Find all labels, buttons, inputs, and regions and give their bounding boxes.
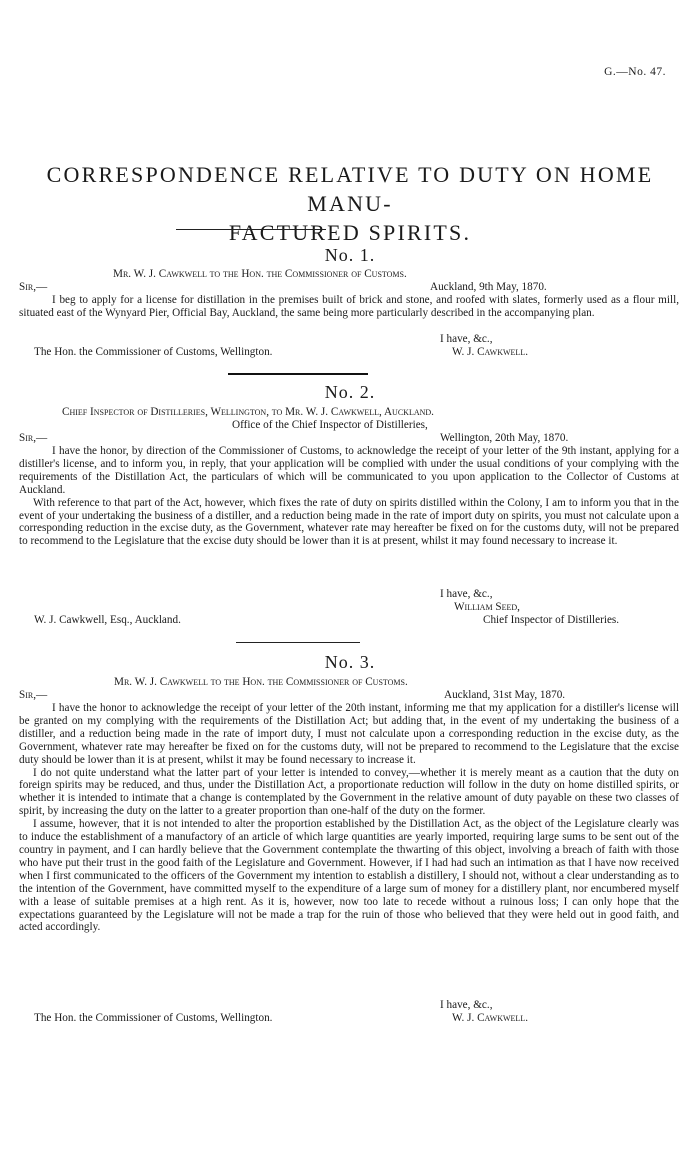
letter-3-paragraph-2: I do not quite understand what the latter part of your letter is intended to convey,—whether it is merely meant as a caution that the duty on foreign spirits may be reduced, and thus, under the Distillation Act, a proportionate reduction will follow in the duty on home distilled spirits, or whether it is intended to intimate that a change is contemplated by the Government in the relative amount of duty payable on these two classes of spirit, by increasing the duty on the latter to a greater proportion than one-half of the duty on the former.: [19, 766, 679, 818]
letter-2-from-to: Chief Inspector of Distilleries, Wellington, to Mr. W. J. Cawkwell, Auckland.: [62, 406, 434, 418]
letter-3-place-date: Auckland, 31st May, 1870.: [444, 689, 566, 701]
letter-2-paragraph-1: I have the honor, by direction of the Commissioner of Customs, to acknowledge the receipt of your letter of the 9th instant, applying for a distiller's license, and to inform you, in reply, that your application will be complied with under the usual conditions of your complying with the requirements of the Distillation Act, the particulars of which will be communicated to you upon application to the Collector of Customs at Auckland.: [19, 445, 679, 496]
letter-1-closing: I have, &c.,: [440, 333, 493, 345]
letter-3-signature: W. J. Cawkwell.: [452, 1012, 529, 1024]
title-line-2: FACTURED SPIRITS.: [228, 220, 472, 245]
letter-3-from-to: Mr. W. J. Cawkwell to the Hon. the Commissioner of Customs.: [114, 676, 408, 688]
letter-2-closing: I have, &c.,: [440, 588, 493, 600]
letter-2-salutation: Sir,—: [19, 432, 48, 444]
document-title: [30, 160, 670, 247]
letter-1-body: [19, 294, 679, 320]
letter-2-body: [19, 445, 679, 548]
letter-2-heading: No. 2.: [324, 382, 376, 402]
letter-1-signature: W. J. Cawkwell.: [452, 346, 529, 358]
title-line-1: CORRESPONDENCE RELATIVE TO DUTY ON HOME MANU-: [46, 162, 654, 216]
letter-3-body: [19, 702, 679, 934]
letter-1-divider: [228, 373, 368, 375]
letter-2-recipient: W. J. Cawkwell, Esq., Auckland.: [34, 614, 181, 626]
letter-1-place-date: Auckland, 9th May, 1870.: [430, 281, 547, 293]
letter-2-office: Office of the Chief Inspector of Distilleries,: [232, 419, 428, 431]
letter-2-signature: William Seed,: [454, 601, 520, 613]
title-divider: [176, 229, 326, 230]
letter-1-salutation: Sir,—: [19, 281, 48, 293]
letter-3-salutation: Sir,—: [19, 689, 48, 701]
letter-2-place-date: Wellington, 20th May, 1870.: [440, 432, 569, 444]
letter-1-heading: No. 1.: [324, 245, 376, 265]
letter-3-closing: I have, &c.,: [440, 999, 493, 1011]
letter-2-paragraph-2: With reference to that part of the Act, however, which fixes the rate of duty on spirits distilled within the Colony, I am to inform you that in the event of your undertaking the business of a distiller, and a reduction being made in the rate of import duty on spirits, you must not calculate upon a corresponding reduction in the excise duty, as the Government, whatever rate may hereafter be fixed on for the customs duty, will not be prepared to recommend to the Legislature that the excise duty should be lower than it is at present, whilst it may found necessary to increase it.: [19, 496, 679, 548]
letter-1-recipient: The Hon. the Commissioner of Customs, Wellington.: [34, 346, 273, 358]
letter-3-recipient: The Hon. the Commissioner of Customs, Wellington.: [34, 1012, 273, 1024]
letter-2-signature-title: Chief Inspector of Distilleries.: [483, 614, 620, 626]
letter-1-paragraph-1: I beg to apply for a license for distillation in the premises built of brick and stone, and roofed with slates, formerly used as a flour mill, situated east of the Wynyard Pier, Official Bay, Auckland, the same being more particularly described in the accompanying plan.: [19, 294, 679, 319]
letter-3-paragraph-1: I have the honor to acknowledge the receipt of your letter of the 20th instant, informing me that my application for a distiller's license will be granted on my complying with the requirements of the Distillation Act; but adding that, in the event of my undertaking the business of a distiller, and a reduction being made in the rate of import duty, I must not calculate upon a corresponding reduction in the excise duty, as the Government, whatever rate may hereafter be fixed on for the customs duty, will not be prepared to recommend to the Legislature that the excise duty should be lower than it is at present, whilst it may be found necessary to increase it.: [19, 702, 679, 766]
letter-3-paragraph-3: I assume, however, that it is not intended to alter the proportion established by the Distillation Act, as the object of the Legislature clearly was to induce the establishment of a manufactory of an article of which large quantities are yearly imported, requiring large sums to be sent out of the country in payment, and I can hardly believe that the Government contemplate the thwarting of this object, involving a breach of faith with those who have put their trust in the good faith of the Legislature and Government. However, if I had had such an intimation as that I have now received when I first communicated to the officers of the Government my intention to establish a distillery, I should not, without a clear understanding as to the intention of the Government, have committed myself to the expenditure of a large sum of money for a distillery plant, nor encumbered myself with a lease of suitable premises at a high rent. As it is, however, now too late to recede without a ruinous loss; I can only hope that the expectations guaranteed by the Legislature will not be made a trap for the ruin of those who believed that they were held out in good faith, and acted accordingly.: [19, 818, 679, 934]
letter-1-from-to: Mr. W. J. Cawkwell to the Hon. the Commissioner of Customs.: [113, 268, 407, 280]
page-identifier: G.—No. 47.: [604, 66, 666, 78]
letter-2-divider: [236, 642, 360, 643]
letter-3-heading: No. 3.: [324, 652, 376, 672]
